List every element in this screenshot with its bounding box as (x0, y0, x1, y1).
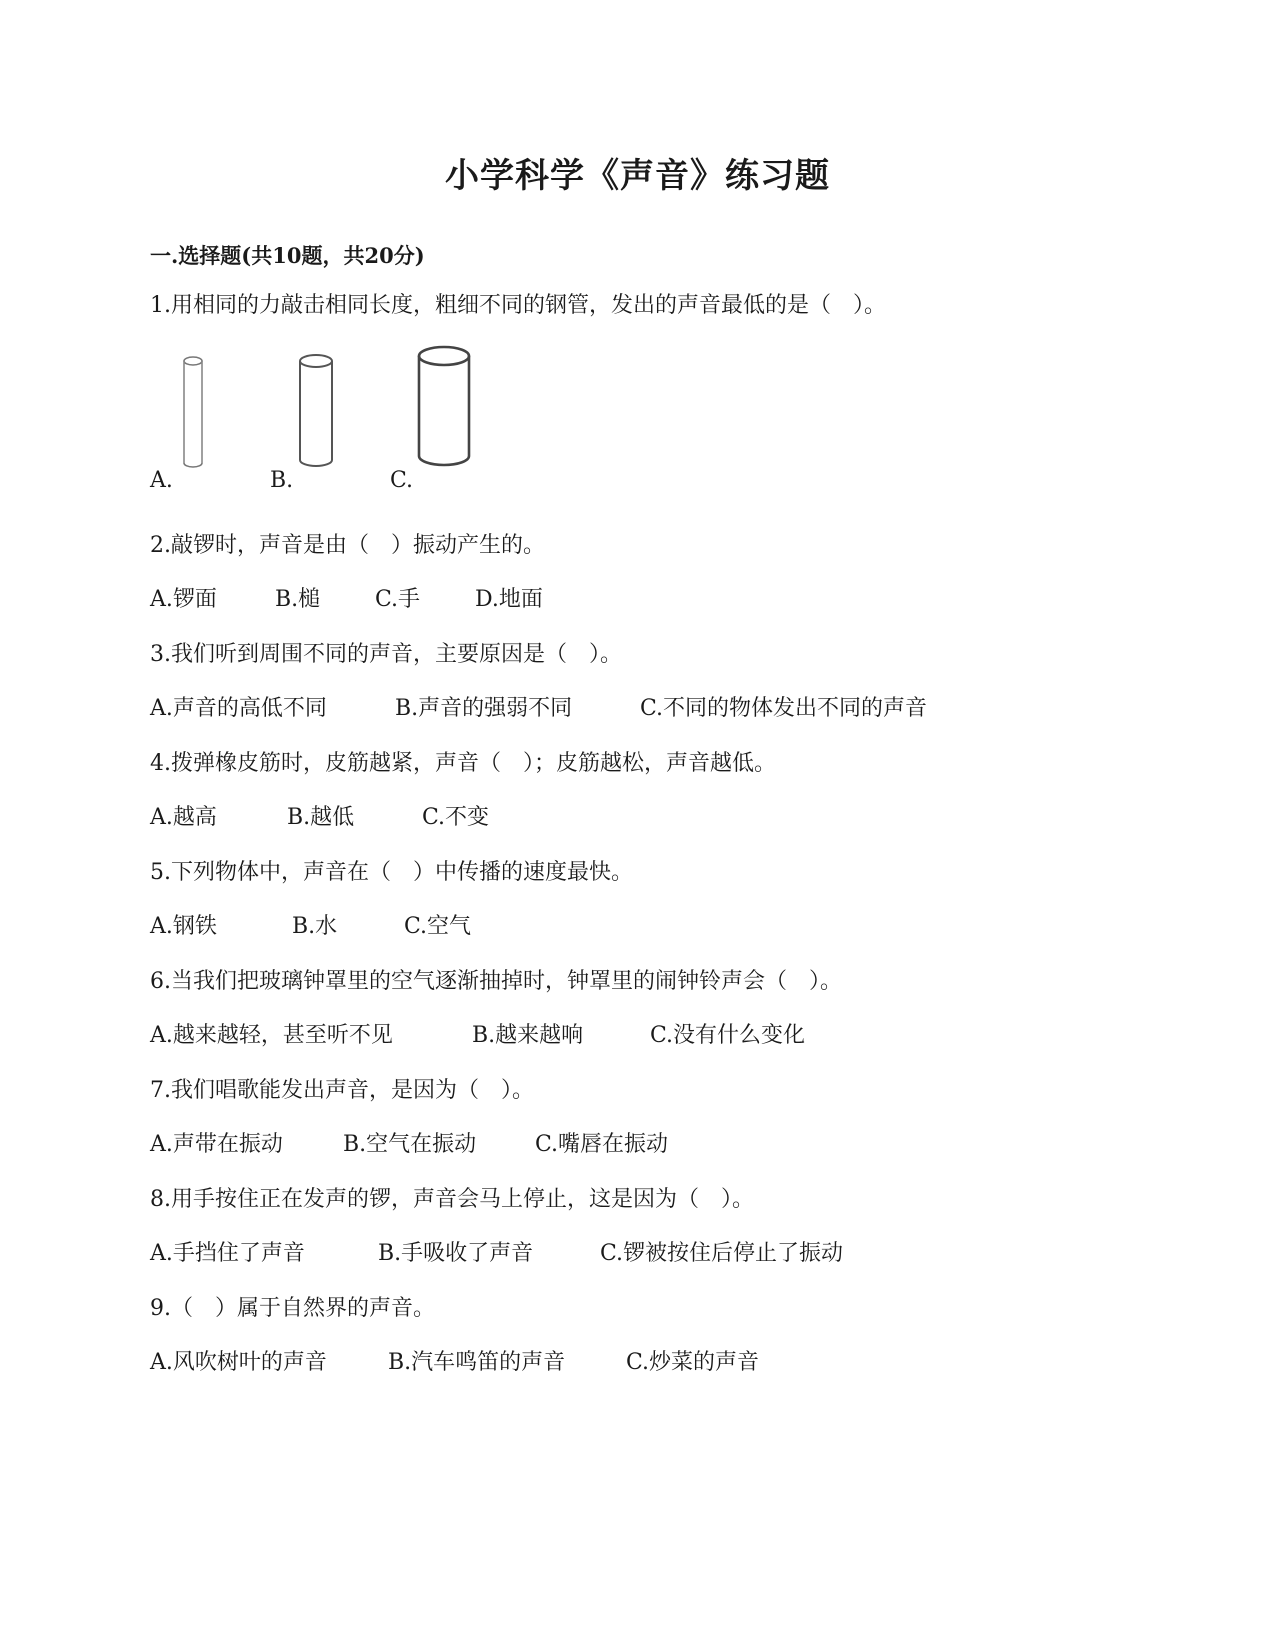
option-c[interactable]: C.锣被按住后停止了振动 (600, 1241, 844, 1266)
option-a[interactable]: A.越高 (150, 805, 217, 830)
option-a[interactable]: A.锣面 (150, 587, 217, 612)
option-c[interactable]: C.空气 (404, 914, 472, 939)
figure-label-c: C. (390, 468, 414, 493)
question-5: 5.下列物体中，声音在（ ）中传播的速度最快。 (150, 860, 633, 885)
option-b[interactable]: B.汽车鸣笛的声音 (388, 1350, 566, 1375)
question-6: 6.当我们把玻璃钟罩里的空气逐渐抽掉时，钟罩里的闹钟铃声会（ ）。 (150, 969, 842, 994)
option-c[interactable]: C.没有什么变化 (650, 1023, 806, 1048)
question-1-figure (150, 350, 550, 500)
question-3-options (150, 691, 927, 722)
figure-label-b: B. (270, 468, 294, 493)
question-8: 8.用手按住正在发声的锣，声音会马上停止，这是因为（ ）。 (150, 1187, 754, 1212)
question-1: 1.用相同的力敲击相同长度，粗细不同的钢管，发出的声音最低的是（ ）。 (150, 293, 886, 318)
question-5-options (150, 909, 471, 940)
question-4-options (150, 800, 489, 831)
section-heading: 一.选择题(共10题，共20分) (150, 243, 425, 268)
thin-tube-image (178, 355, 208, 473)
medium-tube-image (295, 352, 337, 472)
thick-tube-image (414, 344, 474, 474)
figure-label-a: A. (150, 468, 173, 493)
option-c[interactable]: C.不同的物体发出不同的声音 (640, 696, 928, 721)
question-6-options (150, 1018, 805, 1049)
option-d[interactable]: D.地面 (475, 587, 543, 612)
question-2: 2.敲锣时，声音是由（ ）振动产生的。 (150, 533, 545, 558)
option-c[interactable]: C.嘴唇在振动 (535, 1132, 669, 1157)
option-b[interactable]: B.声音的强弱不同 (395, 696, 573, 721)
question-4: 4.拨弹橡皮筋时，皮筋越紧，声音（ ）；皮筋越松，声音越低。 (150, 751, 776, 776)
option-a[interactable]: A.手挡住了声音 (150, 1241, 305, 1266)
option-b[interactable]: B.手吸收了声音 (378, 1241, 534, 1266)
question-2-options (150, 582, 543, 613)
option-c[interactable]: C.手 (375, 587, 421, 612)
option-c[interactable]: C.不变 (422, 805, 490, 830)
question-7: 7.我们唱歌能发出声音，是因为（ ）。 (150, 1078, 534, 1103)
option-b[interactable]: B.空气在振动 (343, 1132, 477, 1157)
option-a[interactable]: A.声带在振动 (150, 1132, 283, 1157)
option-b[interactable]: B.槌 (275, 587, 321, 612)
question-3: 3.我们听到周围不同的声音，主要原因是（ ）。 (150, 642, 622, 667)
option-c[interactable]: C.炒菜的声音 (626, 1350, 760, 1375)
question-7-options (150, 1127, 668, 1158)
option-b[interactable]: B.水 (292, 914, 338, 939)
option-a[interactable]: A.钢铁 (150, 914, 217, 939)
option-a[interactable]: A.风吹树叶的声音 (150, 1350, 327, 1375)
question-9-options (150, 1345, 759, 1376)
question-8-options (150, 1236, 843, 1267)
option-b[interactable]: B.越低 (287, 805, 355, 830)
question-9: 9.（ ）属于自然界的声音。 (150, 1296, 435, 1321)
page-title: 小学科学《声音》练习题 (445, 156, 830, 196)
option-a[interactable]: A.越来越轻，甚至听不见 (150, 1023, 393, 1048)
option-a[interactable]: A.声音的高低不同 (150, 696, 327, 721)
option-b[interactable]: B.越来越响 (472, 1023, 584, 1048)
